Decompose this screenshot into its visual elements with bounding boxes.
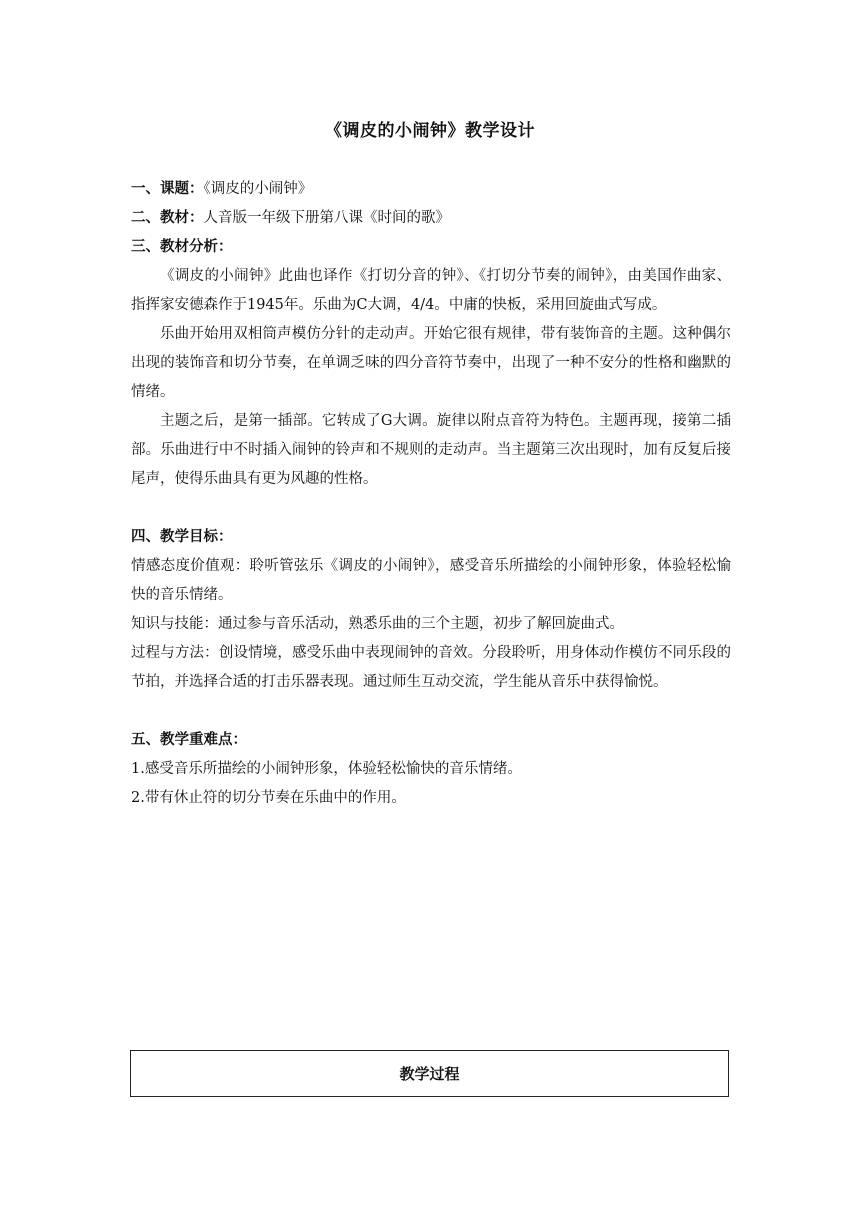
section-objectives-heading: 四、教学目标： [131, 529, 233, 545]
objective-item: 情感态度价值观：聆听管弦乐《调皮的小闹钟》，感受音乐所描绘的小闹钟形象，体验轻松愉快的音乐情绪。 [131, 558, 731, 603]
section-topic-value: 《调皮的小闹钟》 [203, 181, 313, 197]
objective-item: 过程与方法：创设情境，感受乐曲中表现闹钟的音效。分段聆听，用身体动作模仿不同乐段的节拍，并选择合适的打击乐器表现。通过师生互动交流，学生能从音乐中获得愉悦。 [131, 645, 731, 690]
section-analysis-heading: 三、教材分析： [131, 239, 233, 255]
section-keypoints-heading: 五、教学重难点： [131, 732, 247, 748]
section-topic-heading: 一、课题： [131, 181, 204, 197]
analysis-paragraph: 主题之后，是第一插部。它转成了G大调。旋律以附点音符为特色。主题再现，接第二插部。乐曲进行中不时插入闹钟的铃声和不规则的走动声。当主题第三次出现时，加有反复后接尾声，使得乐曲具有更为风趣的性格。 [131, 413, 731, 487]
document-body [131, 175, 731, 813]
keypoint-item: 1.感受音乐所描绘的小闹钟形象，体验轻松愉快的音乐情绪。 [131, 761, 522, 777]
keypoint-item: 2.带有休止符的切分节奏在乐曲中的作用。 [131, 790, 406, 806]
section-material-value: 人音版一年级下册第八课《时间的歌》 [203, 210, 450, 226]
objective-item: 知识与技能：通过参与音乐活动，熟悉乐曲的三个主题，初步了解回旋曲式。 [131, 616, 624, 632]
section-material [131, 204, 731, 233]
analysis-paragraph: 乐曲开始用双相筒声模仿分针的走动声。开始它很有规律，带有装饰音的主题。这种偶尔出现的装饰音和切分节奏，在单调乏味的四分音符节奏中，出现了一种不安分的性格和幽默的情绪。 [131, 326, 731, 400]
analysis-paragraph: 《调皮的小闹钟》此曲也译作《打切分音的钟》、《打切分节奏的闹钟》，由美国作曲家、指挥家安德森作于1945年。乐曲为C大调，4/4。中庸的快板，采用回旋曲式写成。 [131, 268, 731, 313]
section-material-heading: 二、教材： [131, 210, 204, 226]
section-topic [131, 175, 731, 204]
teaching-process-box: 教学过程 [130, 1050, 729, 1097]
document-title: 《调皮的小闹钟》教学设计 [325, 121, 535, 141]
